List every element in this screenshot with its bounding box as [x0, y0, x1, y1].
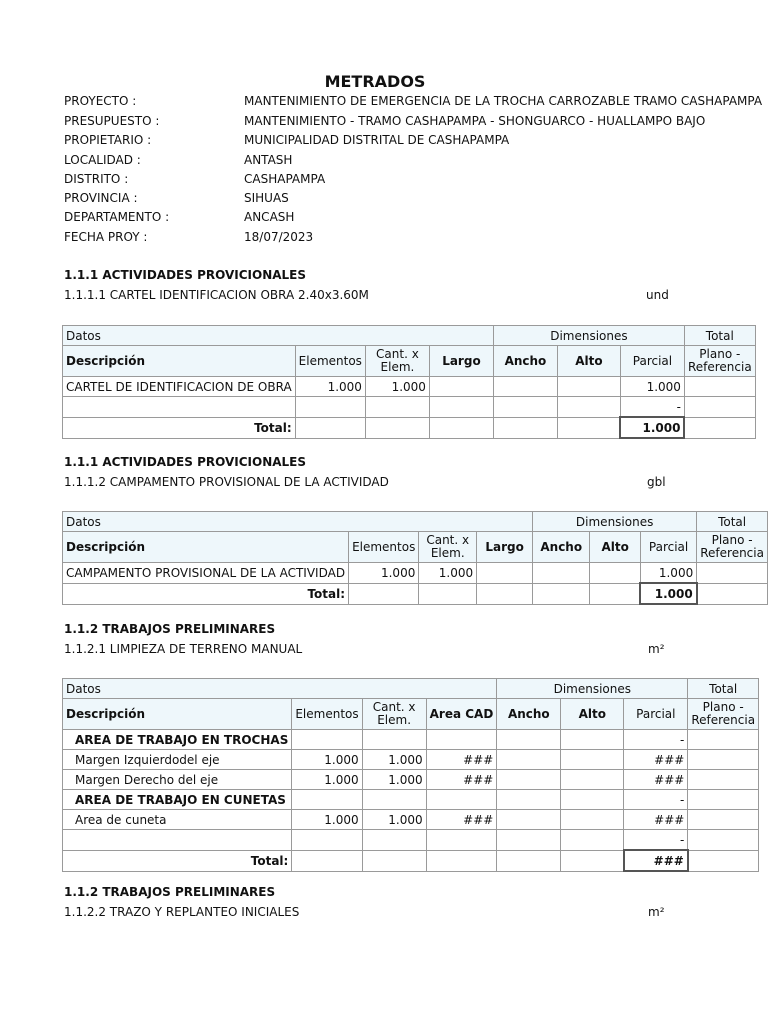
plano-line2: Referencia [691, 713, 756, 727]
header-key: DEPARTAMENTO : [64, 210, 170, 224]
cant-line1: Cant. x [376, 347, 419, 361]
cant-elem-header [419, 532, 477, 563]
row-cant: 1.000 [362, 750, 426, 770]
total-value: ### [624, 850, 688, 871]
parcial-header: Parcial [620, 346, 684, 377]
row-description: Area de cuneta [63, 810, 292, 830]
table-row [63, 563, 768, 584]
total-row [63, 850, 759, 871]
section-unit: m² [648, 642, 665, 656]
row-parcial: - [624, 730, 688, 750]
row-parcial: - [620, 397, 684, 418]
header-value: MANTENIMIENTO - TRAMO CASHAPAMPA - SHONGUARCO - HUALLAMPO BAJO [244, 114, 706, 128]
header-value: ANTASH [244, 153, 293, 167]
plano-line1: Plano - [711, 533, 753, 547]
header-value: MANTENIMIENTO DE EMERGENCIA DE LA TROCHA CARROZABLE TRAMO CASHAPAMPA [244, 94, 763, 108]
header-key: PRESUPUESTO : [64, 114, 160, 128]
cant-line2: Elem. [377, 713, 412, 727]
cant-line1: Cant. x [372, 700, 416, 714]
row-parcial: ### [624, 810, 688, 830]
row-description: Margen Derecho del eje [63, 770, 292, 790]
section-unit: und [646, 288, 669, 302]
header-row-fecha [64, 230, 690, 246]
row-elementos: 1.000 [349, 563, 419, 584]
parcial-header: Parcial [640, 532, 696, 563]
header-key: PROYECTO : [64, 94, 137, 108]
header-row-localidad [64, 153, 690, 169]
alto-header: Alto [590, 532, 641, 563]
cant-elem-header [362, 699, 426, 730]
metrado-table-campamento [62, 511, 768, 605]
group-description: AREA DE TRABAJO EN CUNETAS [63, 790, 292, 810]
row-area-cad: ### [426, 810, 497, 830]
header-key: FECHA PROY : [64, 230, 148, 244]
row-cant: 1.000 [419, 563, 477, 584]
total-row [63, 583, 768, 604]
row-parcial: ### [624, 770, 688, 790]
plano-header [688, 699, 759, 730]
elementos-header: Elementos [292, 699, 362, 730]
row-elementos: 1.000 [292, 810, 362, 830]
header-key: DISTRITO : [64, 172, 129, 186]
table-row [63, 830, 759, 851]
header-key: PROVINCIA : [64, 191, 138, 205]
header-key: LOCALIDAD : [64, 153, 141, 167]
section-heading: 1.1.2 TRABAJOS PRELIMINARES [64, 622, 276, 636]
row-elementos: 1.000 [295, 377, 365, 397]
table-row [63, 397, 756, 418]
row-description: Margen Izquierdodel eje [63, 750, 292, 770]
metrado-table-cartel [62, 325, 756, 439]
alto-header: Alto [561, 699, 624, 730]
header-value: SIHUAS [244, 191, 289, 205]
section-heading: 1.1.1 ACTIVIDADES PROVICIONALES [64, 268, 307, 282]
total-header: Total [697, 512, 768, 532]
section-item: 1.1.1.2 CAMPAMENTO PROVISIONAL DE LA ACTIVIDAD [64, 475, 389, 489]
total-label: Total: [63, 583, 349, 604]
elementos-header: Elementos [295, 346, 365, 377]
total-header: Total [688, 679, 759, 699]
row-ancho [493, 377, 557, 397]
plano-line1: Plano - [699, 347, 741, 361]
total-label: Total: [63, 417, 296, 438]
plano-line2: Referencia [687, 360, 752, 374]
row-alto [557, 377, 620, 397]
header-row-departamento [64, 210, 690, 226]
total-value: 1.000 [640, 583, 696, 604]
section-item: 1.1.1.1 CARTEL IDENTIFICACION OBRA 2.40x3.60M [64, 288, 369, 302]
page-title: METRADOS [324, 72, 426, 91]
table-row [63, 377, 756, 397]
alto-header: Alto [557, 346, 620, 377]
header-key: PROPIETARIO : [64, 133, 152, 147]
datos-header: Datos [63, 679, 497, 699]
plano-line2: Referencia [700, 546, 764, 560]
section-heading: 1.1.1 ACTIVIDADES PROVICIONALES [64, 455, 307, 469]
row-cant: 1.000 [362, 810, 426, 830]
plano-header [697, 532, 768, 563]
ancho-header: Ancho [493, 346, 557, 377]
row-parcial: - [624, 830, 688, 851]
section-item: 1.1.2.2 TRAZO Y REPLANTEO INICIALES [64, 905, 300, 919]
dimensiones-header: Dimensiones [493, 326, 684, 346]
group-row [63, 730, 759, 750]
header-row-presupuesto [64, 114, 706, 130]
row-plano [684, 377, 755, 397]
header-row-distrito [64, 172, 690, 188]
cant-line1: Cant. x [426, 533, 470, 547]
section-heading: 1.1.2 TRABAJOS PRELIMINARES [64, 885, 276, 899]
total-row [63, 417, 756, 438]
group-row [63, 790, 759, 810]
largo-header: Largo [429, 346, 493, 377]
table-row [63, 770, 759, 790]
dimensiones-header: Dimensiones [533, 512, 697, 532]
row-area-cad: ### [426, 750, 497, 770]
descripcion-header: Descripción [63, 532, 349, 563]
descripcion-header: Descripción [63, 699, 292, 730]
cant-elem-header [365, 346, 429, 377]
table-row [63, 810, 759, 830]
section-unit: m² [648, 905, 665, 919]
header-row-propietario [64, 133, 690, 149]
header-value: 18/07/2023 [244, 230, 314, 244]
cant-line2: Elem. [380, 360, 415, 374]
largo-header: Largo [477, 532, 533, 563]
row-description: CARTEL DE IDENTIFICACION DE OBRA [63, 377, 296, 397]
ancho-header: Ancho [497, 699, 561, 730]
header-value: MUNICIPALIDAD DISTRITAL DE CASHAPAMPA [244, 133, 510, 147]
ancho-header: Ancho [533, 532, 590, 563]
row-cant: 1.000 [362, 770, 426, 790]
header-row-proyecto [64, 94, 763, 110]
row-elementos: 1.000 [292, 750, 362, 770]
header-value: ANCASH [244, 210, 295, 224]
section-item: 1.1.2.1 LIMPIEZA DE TERRENO MANUAL [64, 642, 303, 656]
plano-line1: Plano - [702, 700, 744, 714]
datos-header: Datos [63, 512, 533, 532]
metrado-table-limpieza [62, 678, 759, 872]
parcial-header: Parcial [624, 699, 688, 730]
area-cad-header: Area CAD [426, 699, 497, 730]
datos-header: Datos [63, 326, 494, 346]
row-parcial: 1.000 [640, 563, 696, 584]
row-parcial: ### [624, 750, 688, 770]
header-value: CASHAPAMPA [244, 172, 326, 186]
total-value: 1.000 [620, 417, 684, 438]
row-description: CAMPAMENTO PROVISIONAL DE LA ACTIVIDAD [63, 563, 349, 584]
row-elementos: 1.000 [292, 770, 362, 790]
header-row-provincia [64, 191, 690, 207]
row-largo [429, 377, 493, 397]
total-header: Total [684, 326, 755, 346]
section-unit: gbl [647, 475, 666, 489]
descripcion-header: Descripción [63, 346, 296, 377]
row-parcial: 1.000 [620, 377, 684, 397]
row-parcial: - [624, 790, 688, 810]
table-row [63, 750, 759, 770]
cant-line2: Elem. [430, 546, 465, 560]
total-label: Total: [63, 850, 292, 871]
elementos-header: Elementos [349, 532, 419, 563]
dimensiones-header: Dimensiones [497, 679, 688, 699]
row-area-cad: ### [426, 770, 497, 790]
row-cant: 1.000 [365, 377, 429, 397]
plano-header [684, 346, 755, 377]
group-description: AREA DE TRABAJO EN TROCHAS [63, 730, 292, 750]
